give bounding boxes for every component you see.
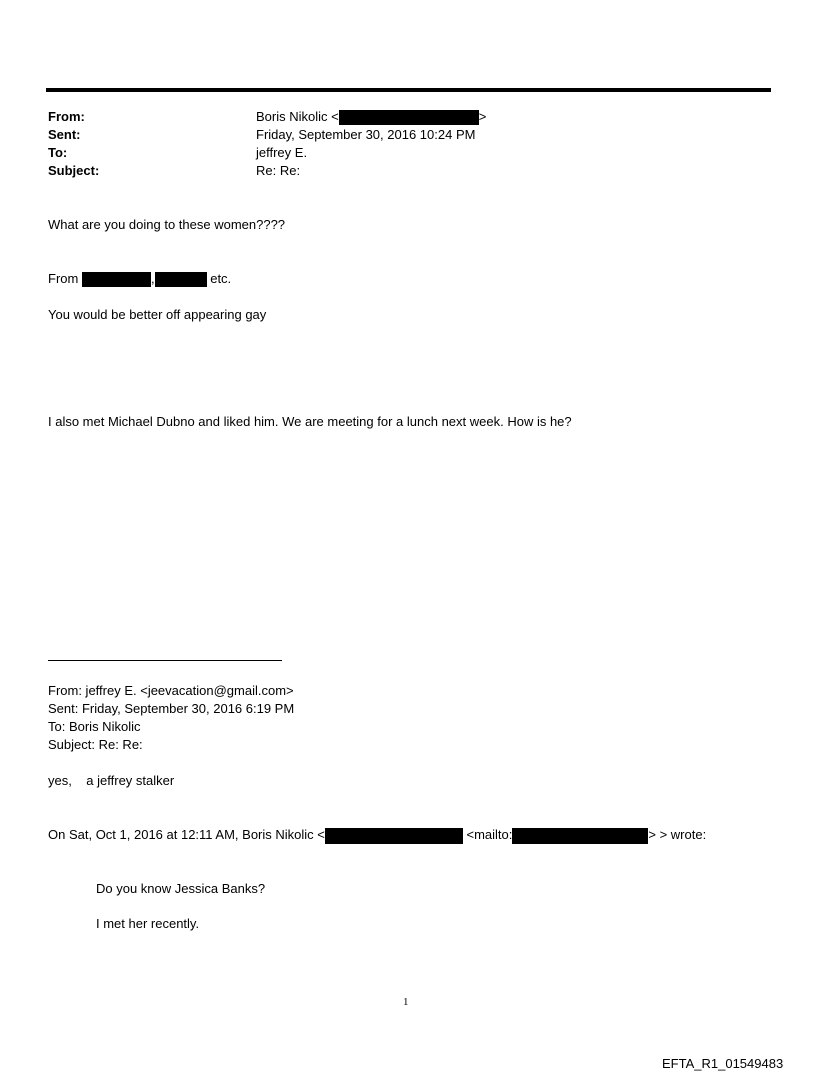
quoted-wrote-line (48, 827, 706, 844)
message-line-4: I also met Michael Dubno and liked him. We are meeting for a lunch next week. How is he? (48, 414, 572, 429)
quoted-to: To: Boris Nikolic (48, 719, 141, 734)
message-line-1: What are you doing to these women???? (48, 217, 286, 232)
message-comma: , (150, 271, 155, 286)
sent-value: Friday, September 30, 2016 10:24 PM (256, 127, 476, 142)
from-close: > (478, 109, 487, 124)
redaction-box (155, 272, 207, 287)
from-name: Boris Nikolic < (256, 109, 339, 124)
subject-value: Re: Re: (256, 163, 301, 178)
page-number: 1 (403, 996, 409, 1008)
message-etc: etc. (210, 271, 232, 286)
from-label: From: (48, 109, 85, 124)
redaction-box (82, 272, 151, 287)
inner-line-1: Do you know Jessica Banks? (96, 881, 266, 896)
quoted-sent: Sent: Friday, September 30, 2016 6:19 PM (48, 701, 295, 716)
quoted-subject: Subject: Re: Re: (48, 737, 143, 752)
message-line-2 (48, 271, 231, 287)
from-value (256, 109, 486, 125)
message-from-word: From (48, 271, 79, 286)
quoted-from: From: jeffrey E. <jeevacation@gmail.com> (48, 683, 294, 698)
subject-label: Subject: (48, 163, 100, 178)
quoted-reply: yes, a jeffrey stalker (48, 773, 175, 788)
header-rule (46, 88, 771, 92)
wrote-prefix: On Sat, Oct 1, 2016 at 12:11 AM, Boris Nikolic < (48, 827, 325, 842)
to-label: To: (48, 145, 68, 160)
redaction-box (339, 110, 479, 125)
redaction-box (325, 828, 463, 844)
quote-separator (48, 660, 282, 661)
message-line-3: You would be better off appearing gay (48, 307, 267, 322)
wrote-mailto: <mailto: (466, 827, 513, 842)
to-value: jeffrey E. (256, 145, 308, 160)
wrote-suffix: > > wrote: (648, 827, 707, 842)
inner-line-2: I met her recently. (96, 916, 200, 931)
document-id: EFTA_R1_01549483 (662, 1056, 784, 1071)
redaction-box (512, 828, 648, 844)
sent-label: Sent: (48, 127, 81, 142)
